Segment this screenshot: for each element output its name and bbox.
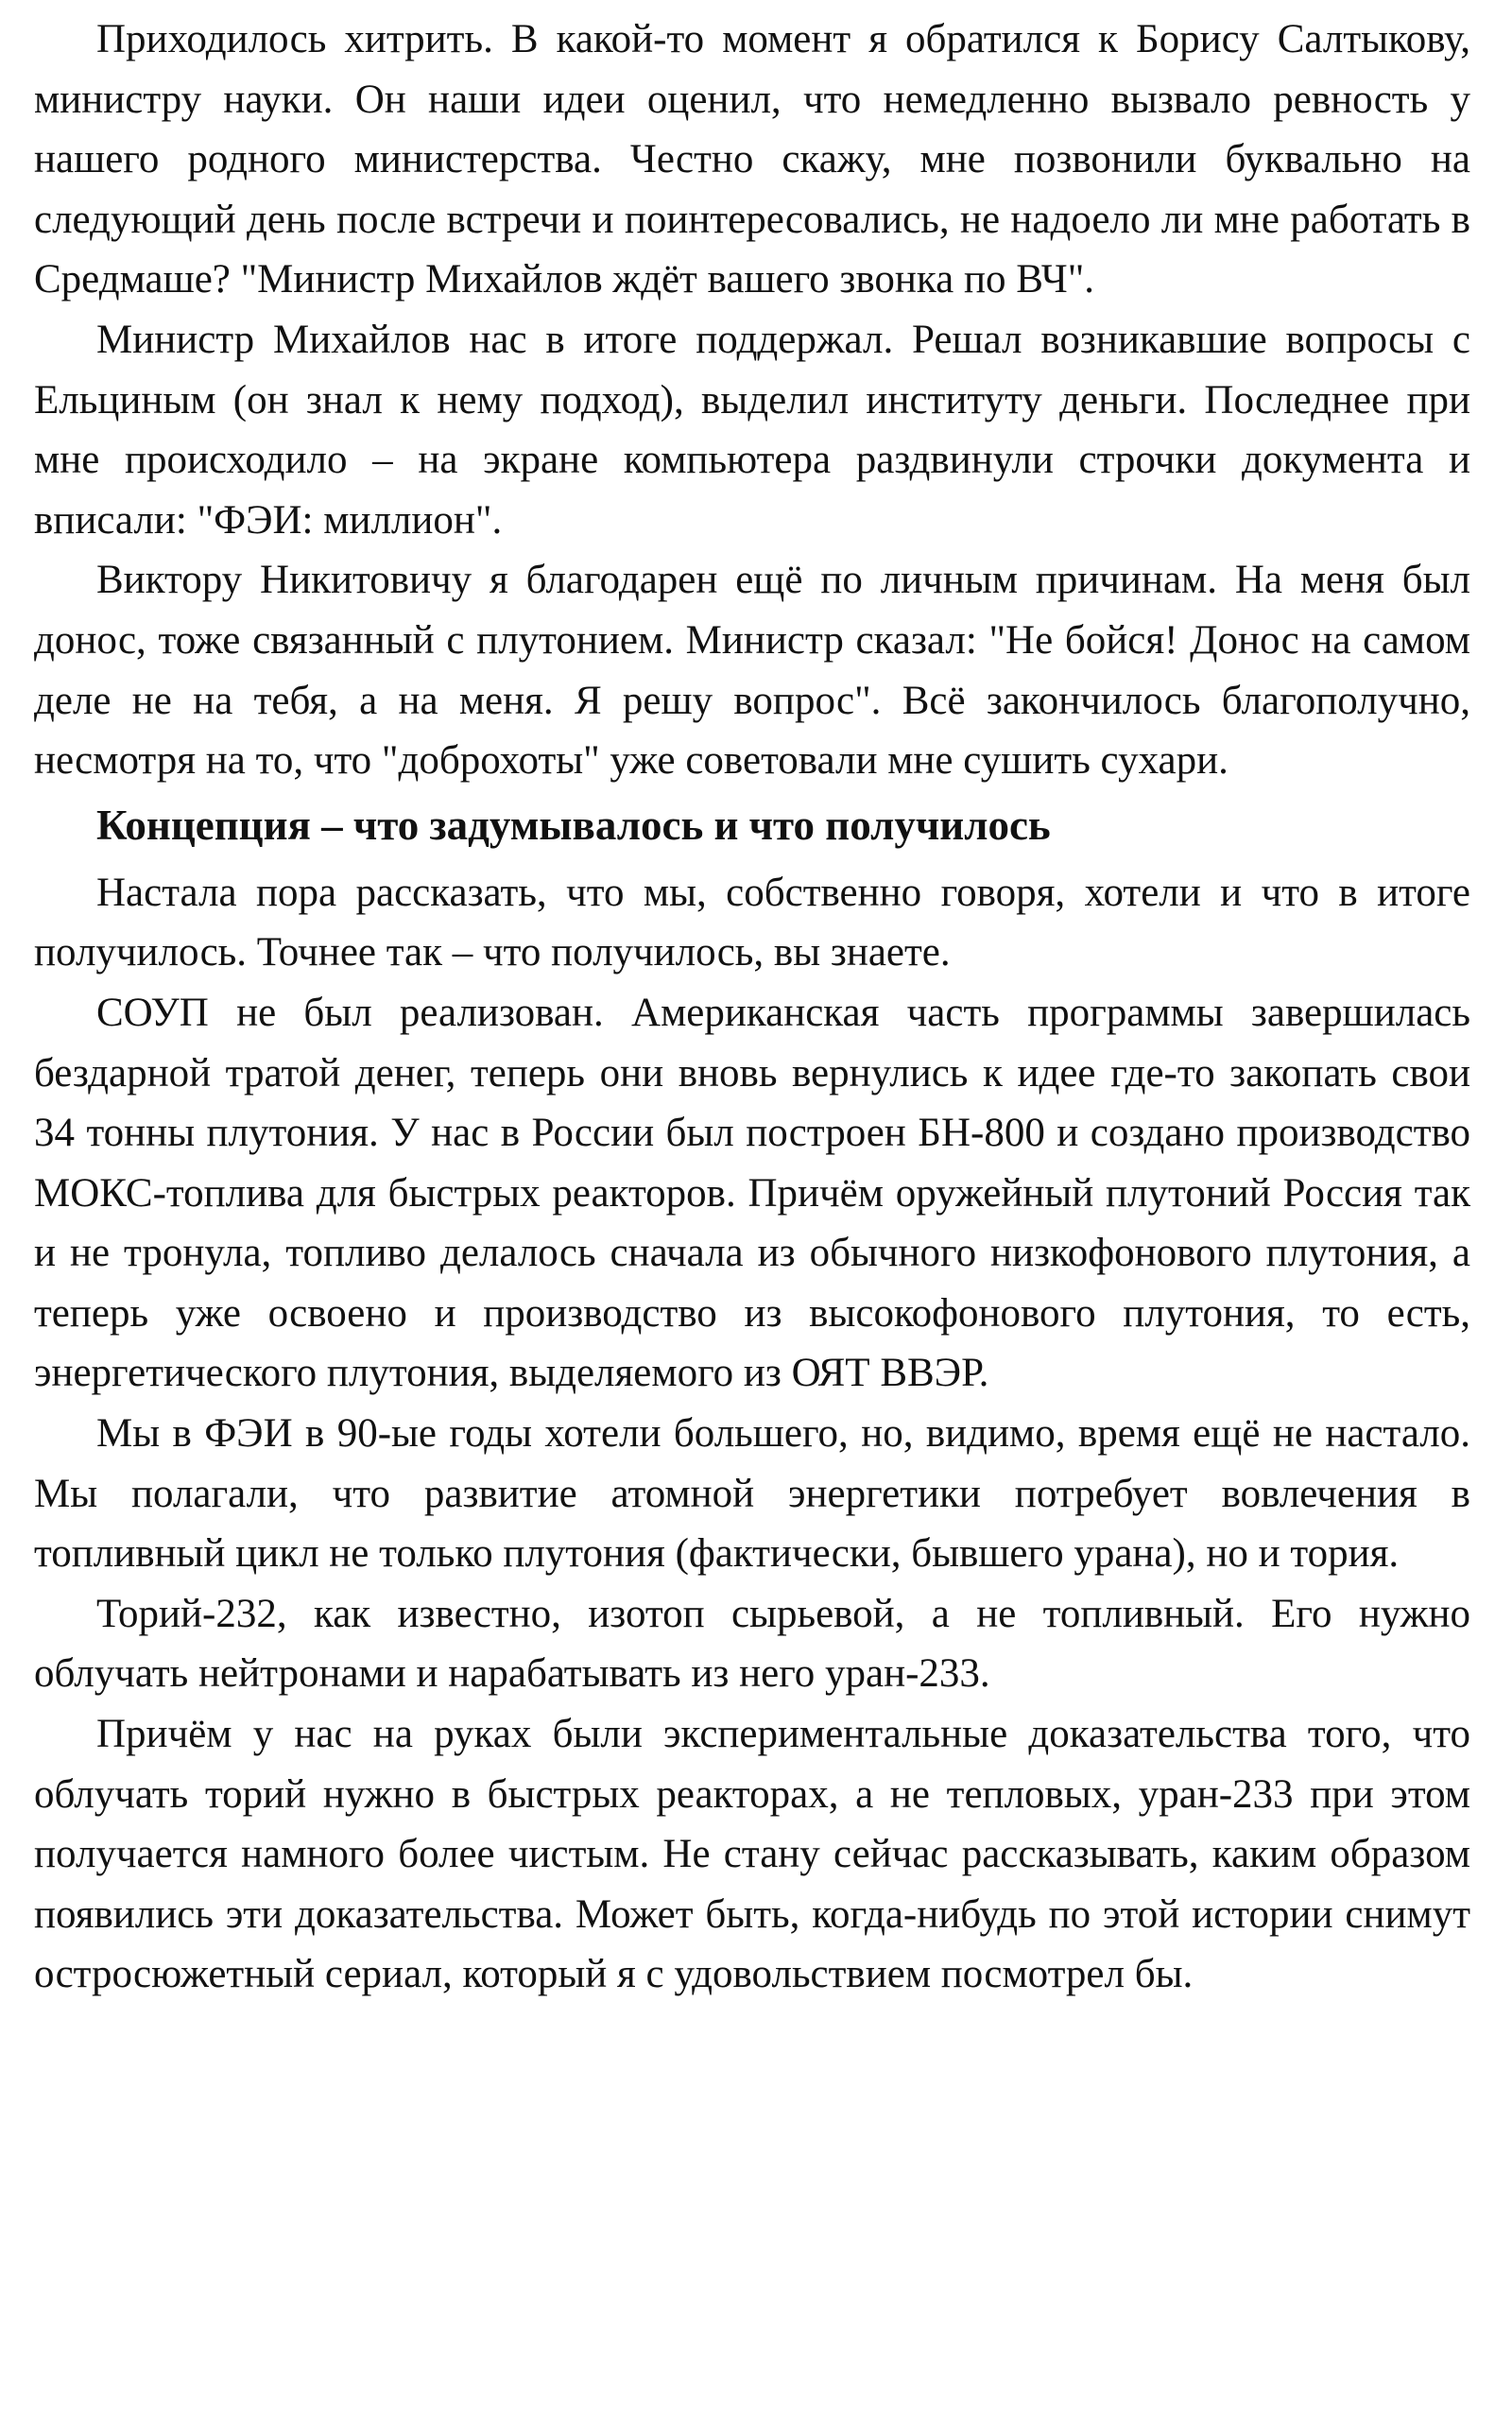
- paragraph-fei-90s: Мы в ФЭИ в 90-ые годы хотели большего, но, видимо, время ещё не настало. Мы полагали, что развитие атомной энергетики потребует вовлечения в топливный цикл не только плутония (фактически, бывшего урана), но и тория.: [34, 1411, 1470, 1577]
- paragraph-saltykov: Приходилось хитрить. В какой-то момент я обратился к Борису Салтыкову, министру науки. Он наши идеи оценил, что немедленно вызвало ревность у нашего родного министерства. Честно скажу, мне позвонили буквально на следующий день после встречи и поинтересовались, не надоело ли мне работать в Средмаше? "Министр Михайлов ждёт вашего звонка по ВЧ".: [34, 17, 1470, 302]
- paragraph-denunciation: Виктору Никитовичу я благодарен ещё по личным причинам. На меня был донос, тоже связанный с плутонием. Министр сказал: "Не бойся! Донос на самом деле не на тебя, а на меня. Я решу вопрос". Всё закончилось благополучно, несмотря на то, что "доброхоты" уже советовали мне сушить сухари.: [34, 558, 1470, 784]
- section-heading: Концепция – что задумывалось и что получилось: [96, 801, 1051, 849]
- paragraph-mikhailov-support: Министр Михайлов нас в итоге поддержал. Решал возникавшие вопросы с Ельциным (он знал к нему подход), выделил институту деньги. Последнее при мне происходило – на экране компьютера раздвинули строчки документа и вписали: "ФЭИ: миллион".: [34, 317, 1470, 543]
- paragraph-intro: Настала пора рассказать, что мы, собственно говоря, хотели и что в итоге получилось. Точнее так – что получилось, вы знаете.: [34, 870, 1470, 975]
- paragraph-soup: СОУП не был реализован. Американская часть программы завершилась бездарной тратой денег, теперь они вновь вернулись к идее где-то закопать свои 34 тонны плутония. У нас в России был построен БН-800 и создано производство МОКС-топлива для быстрых реакторов. Причём оружейный плутоний Россия так и не тронула, топливо делалось сначала из обычного низкофонового плутония, а теперь уже освоено и производство из высокофонового плутония, то есть, энергетического плутония, выделяемого из ОЯТ ВВЭР.: [34, 990, 1470, 1396]
- document-page: [34, 9, 1470, 2005]
- paragraph-thorium: Торий-232, как известно, изотоп сырьевой, а не топливный. Его нужно облучать нейтронами и нарабатывать из него уран-233.: [34, 1591, 1470, 1697]
- paragraph-evidence: Причём у нас на руках были экспериментальные доказательства того, что облучать торий нужно в быстрых реакторах, а не тепловых, уран-233 при этом получается намного более чистым. Не стану сейчас рассказывать, каким образом появились эти доказательства. Может быть, когда-нибудь по этой истории снимут остросюжетный сериал, который я с удовольствием посмотрел бы.: [34, 1712, 1470, 1997]
